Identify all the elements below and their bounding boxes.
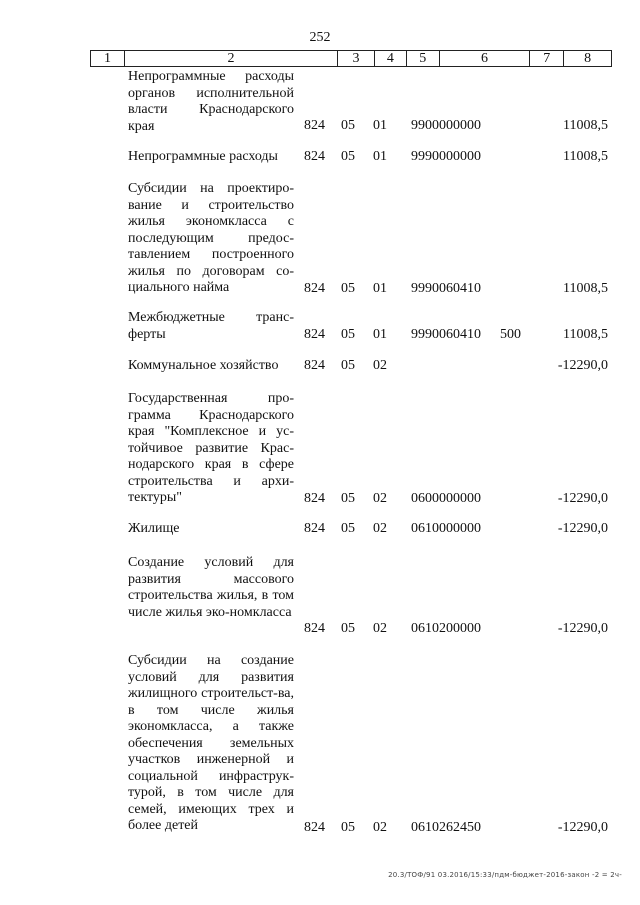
row-code-7: 500: [500, 327, 521, 342]
row-code-4: 05: [341, 621, 355, 636]
header-col-2: 2: [125, 51, 338, 66]
row-code-6: 9990060410: [411, 281, 481, 296]
header-col-4: 4: [375, 51, 407, 66]
row-code-4: 05: [341, 358, 355, 373]
row-code-3: 824: [304, 820, 325, 835]
page-number: 252: [309, 30, 331, 45]
row-description: Субсидии на проектиро-вание и строительство жилья экономкласса с последующим предос-тавлением построенного жилья по договорам со-циального найма: [128, 181, 294, 295]
row-amount: 11008,5: [563, 118, 608, 133]
row-code-5: 02: [373, 358, 387, 373]
row-code-3: 824: [304, 281, 325, 296]
row-code-6: 0610262450: [411, 820, 481, 835]
row-description: Субсидии на создание условий для развития жилищного строительст-ва, в том числе жилья экономкласса, а также обеспечения земельных участков инженерной и социальной инфраструк-турой, в том числе для семей, имеющих трех и более детей: [128, 653, 294, 833]
row-code-4: 05: [341, 521, 355, 536]
row-amount: -12290,0: [557, 491, 608, 506]
header-col-3: 3: [338, 51, 375, 66]
row-amount: -12290,0: [557, 521, 608, 536]
row-code-3: 824: [304, 621, 325, 636]
row-code-3: 824: [304, 491, 325, 506]
row-code-3: 824: [304, 149, 325, 164]
row-code-3: 824: [304, 521, 325, 536]
header-col-7: 7: [530, 51, 564, 66]
row-description: Создание условий для развития массового строительства жилья, в том числе жилья эко-номкласса: [128, 555, 294, 620]
header-col-8: 8: [584, 51, 592, 66]
row-amount: 11008,5: [563, 149, 608, 164]
row-code-5: 01: [373, 281, 387, 296]
row-code-4: 05: [341, 491, 355, 506]
row-amount: 11008,5: [563, 281, 608, 296]
row-code-4: 05: [341, 149, 355, 164]
row-code-6: 9990060410: [411, 327, 481, 342]
row-code-3: 824: [304, 358, 325, 373]
row-code-6: 0610200000: [411, 621, 481, 636]
row-code-5: 02: [373, 621, 387, 636]
row-amount: -12290,0: [557, 621, 608, 636]
row-code-5: 02: [373, 491, 387, 506]
row-code-6: 9900000000: [411, 118, 481, 133]
row-code-4: 05: [341, 327, 355, 342]
row-code-6: 0600000000: [411, 491, 481, 506]
row-code-5: 01: [373, 327, 387, 342]
row-description: Коммунальное хозяйство: [128, 358, 279, 373]
row-amount: -12290,0: [557, 820, 608, 835]
row-code-6: 9990000000: [411, 149, 481, 164]
table-header: [90, 50, 612, 67]
row-description: Непрограммные расходы: [128, 149, 278, 164]
row-description: Жилище: [128, 521, 180, 536]
header-col-6: 6: [440, 51, 531, 66]
row-amount: 11008,5: [563, 327, 608, 342]
row-code-3: 824: [304, 118, 325, 133]
row-code-5: 01: [373, 149, 387, 164]
row-amount: -12290,0: [557, 358, 608, 373]
row-code-4: 05: [341, 820, 355, 835]
row-code-6: 0610000000: [411, 521, 481, 536]
row-description: Государственная про-грамма Краснодарского края "Комплексное и ус-тойчивое развитие Крас-нодарского края в сфере строительства и архи-тектуры": [128, 391, 294, 505]
row-code-4: 05: [341, 118, 355, 133]
footer-stamp: 20.3/ТОФ/91 03.2016/15:33/пдм-бюджет-2016-закон -2 = 2ч-: [388, 871, 622, 879]
header-col-5: 5: [407, 51, 440, 66]
row-code-5: 02: [373, 820, 387, 835]
row-description: Межбюджетные транс-ферты: [128, 310, 294, 342]
row-code-3: 824: [304, 327, 325, 342]
row-code-4: 05: [341, 281, 355, 296]
header-col-1: 1: [91, 51, 125, 66]
row-description: Непрограммные расходы органов исполнительной власти Краснодарского края: [128, 69, 294, 134]
row-code-5: 02: [373, 521, 387, 536]
row-code-5: 01: [373, 118, 387, 133]
